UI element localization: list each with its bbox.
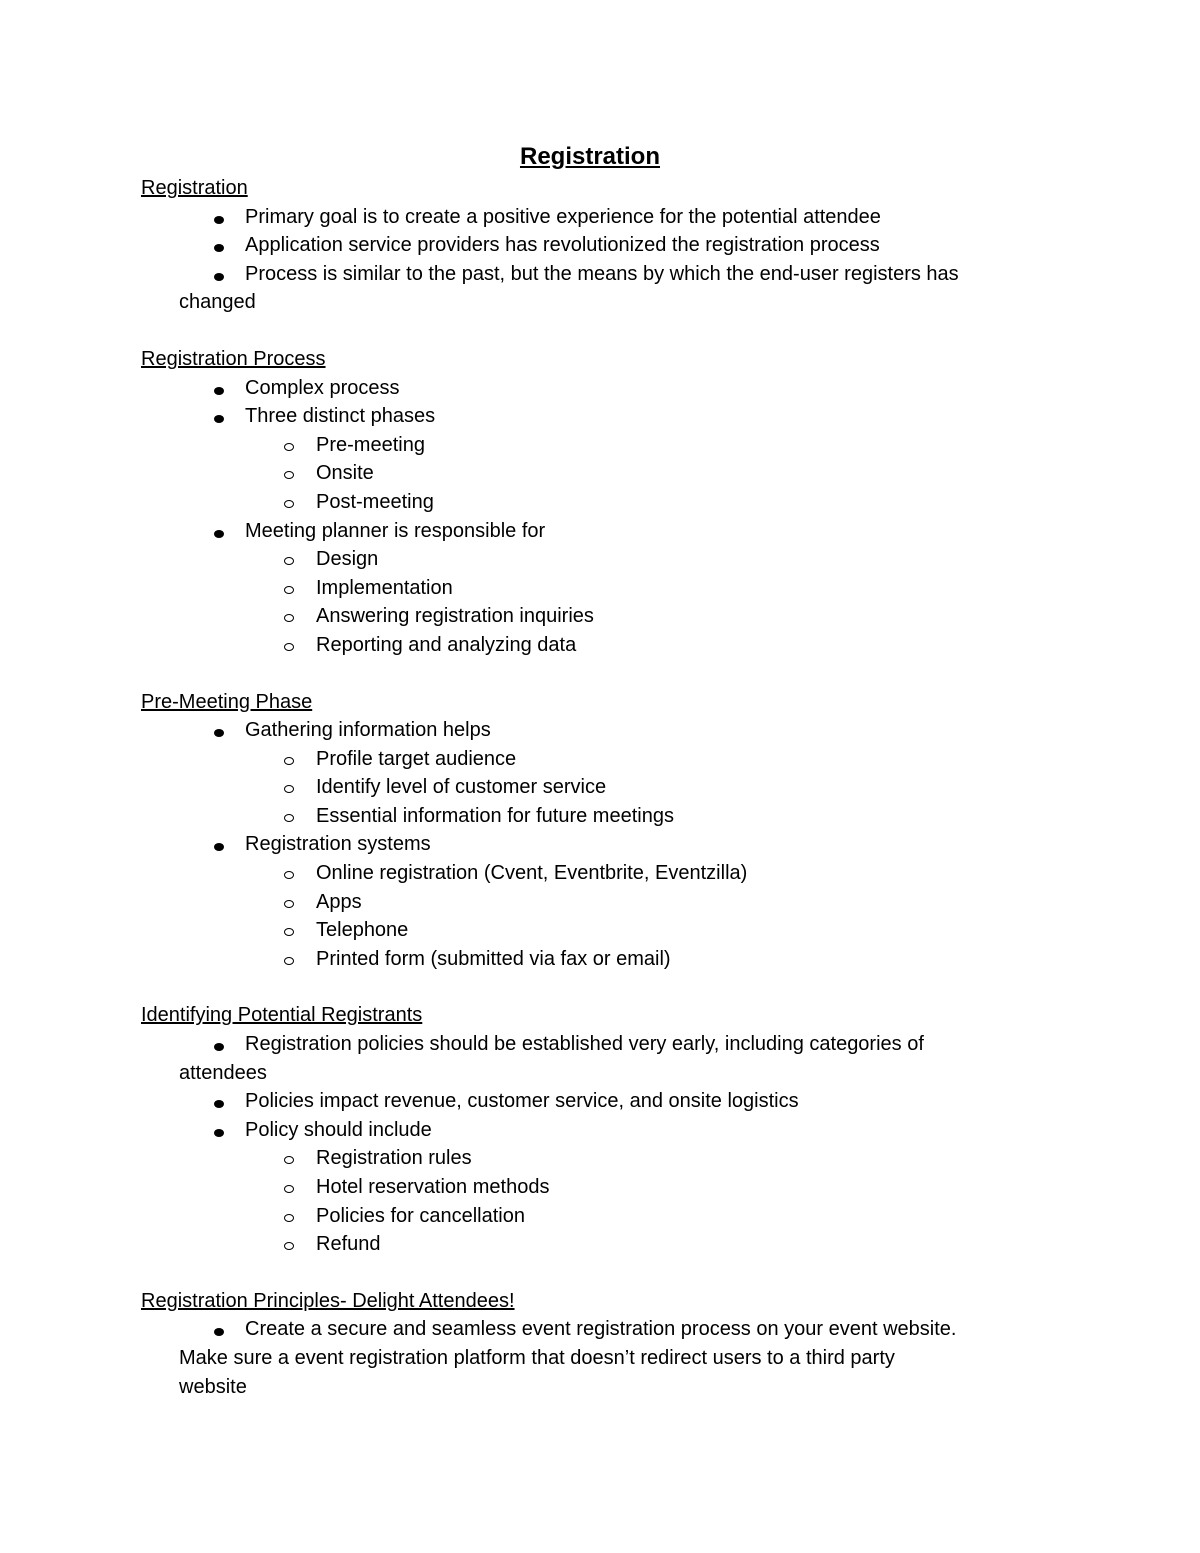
- list-item: [212, 374, 1031, 403]
- list-item-continuation: attendees: [179, 1061, 267, 1084]
- sub-list-item: [283, 945, 1031, 974]
- sub-list-item: [283, 802, 1031, 831]
- list-item-continuation: website: [179, 1375, 247, 1398]
- sub-list-item-text: Post-meeting: [316, 490, 434, 513]
- sub-bullet-list: [212, 745, 1031, 831]
- sub-list-item-text: Telephone: [316, 919, 409, 942]
- bullet-list: [141, 203, 1031, 317]
- sub-list-item-text: Apps: [316, 890, 362, 913]
- sub-list-item-text: Refund: [316, 1233, 381, 1256]
- list-item-text: Registration systems: [245, 833, 431, 856]
- document-title: Registration: [519, 143, 660, 170]
- sub-bullet-list: [212, 1144, 1031, 1258]
- list-item-text: Process is similar to the past, but the means by which the end-user registers has: [245, 262, 959, 285]
- list-item: [212, 517, 1031, 660]
- sub-bullet-list: [212, 431, 1031, 517]
- sub-list-item-text: Policies for cancellation: [316, 1204, 525, 1227]
- list-item-text: Complex process: [245, 376, 400, 399]
- sub-list-item-text: Hotel reservation methods: [316, 1176, 550, 1198]
- sub-bullet-list: [212, 859, 1031, 973]
- list-item-text: Gathering information helps: [245, 719, 491, 742]
- bullet-list: [141, 374, 1031, 660]
- list-item: [212, 830, 1031, 973]
- sub-list-item: [283, 431, 1031, 460]
- section-pre-meeting-phase: [141, 688, 1031, 974]
- list-item: [212, 231, 1031, 260]
- sub-list-item-text: Identify level of customer service: [316, 776, 607, 799]
- sub-list-item: [283, 1202, 1031, 1231]
- list-item-text: Policies impact revenue, customer service, and onsite logistics: [245, 1090, 799, 1113]
- list-item: [179, 260, 1031, 317]
- bullet-list: [141, 716, 1031, 973]
- bullet-list: [141, 1315, 1031, 1401]
- list-item: [212, 1116, 1031, 1259]
- list-item-text: Meeting planner is responsible for: [245, 519, 546, 542]
- sub-list-item-text: Online registration (Cvent, Eventbrite, Eventzilla): [316, 862, 748, 885]
- document-page: [141, 140, 1031, 1401]
- list-item: [212, 402, 1031, 516]
- list-item: [212, 1087, 1031, 1116]
- sub-list-item: [283, 1230, 1031, 1259]
- sub-list-item: [283, 631, 1031, 660]
- sub-bullet-list: [212, 545, 1031, 659]
- sub-list-item: [283, 916, 1031, 945]
- sub-list-item: [283, 545, 1031, 574]
- sub-list-item: [283, 1173, 1031, 1202]
- sub-list-item: [283, 859, 1031, 888]
- list-item-continuation: changed: [179, 291, 256, 314]
- sub-list-item-text: Printed form (submitted via fax or email): [316, 947, 671, 970]
- section-registration: [141, 174, 1031, 317]
- sub-list-item: [283, 888, 1031, 917]
- sub-list-item: [283, 1144, 1031, 1173]
- section-heading: Identifying Potential Registrants: [141, 1004, 423, 1027]
- sub-list-item: [283, 574, 1031, 603]
- bullet-list: [141, 1030, 1031, 1259]
- list-item-text: Three distinct phases: [245, 405, 436, 428]
- list-item-text: Primary goal is to create a positive experience for the potential attendee: [245, 205, 881, 228]
- sub-list-item: [283, 773, 1031, 802]
- sub-list-item-text: Registration rules: [316, 1147, 472, 1170]
- sub-list-item-text: Pre-meeting: [316, 433, 425, 456]
- section-heading: Registration Principles- Delight Attendees!: [141, 1289, 515, 1312]
- sub-list-item-text: Onsite: [316, 462, 374, 485]
- list-item: [179, 1030, 1031, 1087]
- list-item-continuation: Make sure a event registration platform that doesn’t redirect users to a third party: [179, 1346, 895, 1369]
- section-registration-principles: [141, 1287, 1031, 1401]
- sub-list-item: [283, 745, 1031, 774]
- sub-list-item: [283, 602, 1031, 631]
- list-item-text: Application service providers has revolutionized the registration process: [245, 234, 880, 257]
- section-heading: Pre-Meeting Phase: [141, 690, 313, 713]
- section-heading: Registration Process: [141, 347, 326, 370]
- list-item-text: Registration policies should be established very early, including categories of: [245, 1033, 924, 1056]
- list-item-text: Policy should include: [245, 1118, 432, 1141]
- section-registration-process: [141, 345, 1031, 660]
- list-item: [179, 1315, 1031, 1401]
- sub-list-item-text: Reporting and analyzing data: [316, 633, 577, 656]
- sub-list-item-text: Implementation: [316, 576, 453, 599]
- sub-list-item-text: Profile target audience: [316, 747, 517, 770]
- section-identifying-potential-registrants: [141, 1001, 1031, 1258]
- sub-list-item-text: Answering registration inquiries: [316, 605, 594, 628]
- section-heading: Registration: [141, 177, 248, 199]
- list-item-text: Create a secure and seamless event registration process on your event website.: [245, 1318, 957, 1341]
- sub-list-item-text: Design: [316, 548, 379, 571]
- list-item: [212, 203, 1031, 232]
- sub-list-item: [283, 488, 1031, 517]
- sub-list-item: [283, 459, 1031, 488]
- sub-list-item-text: Essential information for future meetings: [316, 804, 674, 827]
- list-item: [212, 716, 1031, 830]
